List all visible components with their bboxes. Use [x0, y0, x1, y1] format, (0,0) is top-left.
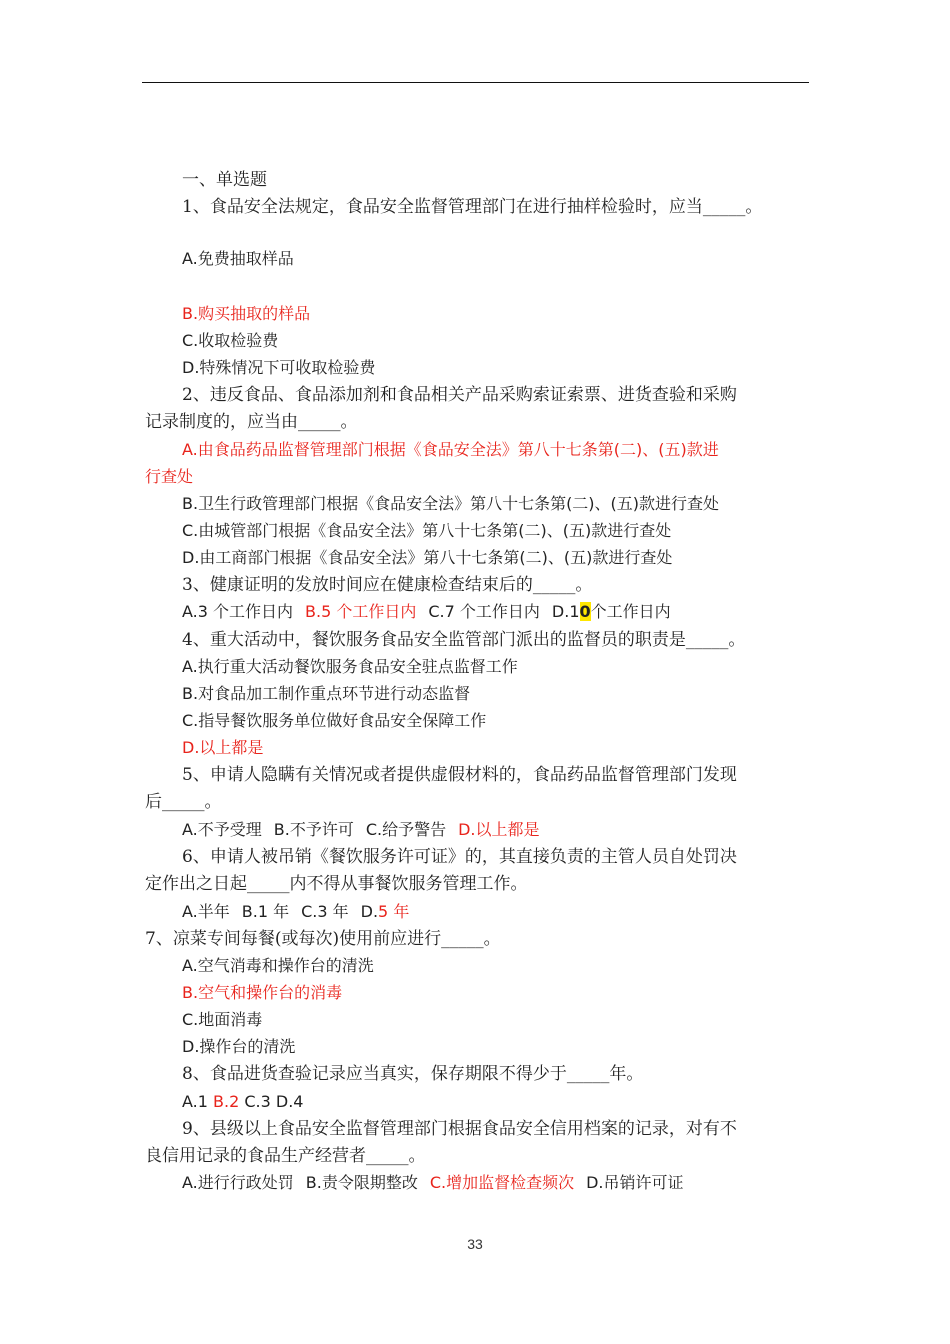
- q1-stem: 1、食品安全法规定，食品安全监督管理部门在进行抽样检验时，应当_____。: [182, 197, 763, 217]
- q3-option-c: C.7 个工作日内: [428, 602, 540, 621]
- q6-option-d-answer: 5 年: [378, 902, 410, 921]
- q4-option-c: C.指导餐饮服务单位做好食品安全保障工作: [182, 711, 487, 730]
- q3-option-d-highlight: 0: [579, 602, 591, 621]
- q5-stem-line1: 5、申请人隐瞒有关情况或者提供虚假材料的，食品药品监督管理部门发现: [182, 765, 737, 785]
- q6-stem-line2: 定作出之日起_____内不得从事餐饮服务管理工作。: [145, 874, 528, 894]
- q9-stem-line2: 良信用记录的食品生产经营者_____。: [145, 1146, 426, 1166]
- q5-stem-line2: 后_____。: [145, 792, 222, 812]
- q2-stem-line2: 记录制度的，应当由_____。: [145, 412, 358, 432]
- q3-stem: 3、健康证明的发放时间应在健康检查结束后的_____。: [182, 575, 593, 595]
- q7-option-a: A.空气消毒和操作台的清洗: [182, 956, 374, 975]
- q5-option-d-answer: D.以上都是: [458, 820, 540, 839]
- q5-option-a: A.不予受理: [182, 820, 262, 839]
- q2-option-d: D.由工商部门根据《食品安全法》第八十七条第(二)、(五)款进行查处: [182, 548, 673, 567]
- q9-option-b: B.责令限期整改: [305, 1173, 418, 1192]
- q2-option-b: B.卫生行政管理部门根据《食品安全法》第八十七条第(二)、(五)款进行查处: [182, 494, 720, 513]
- q8-option-b-answer: B.2: [213, 1092, 240, 1111]
- q3-option-d-suffix: 个工作日内: [590, 602, 671, 621]
- q3-option-a: A.3 个工作日内: [182, 602, 294, 621]
- q7-stem: 7、凉菜专间每餐(或每次)使用前应进行_____。: [145, 929, 501, 949]
- q8-option-a: A.1: [182, 1092, 208, 1111]
- q3-option-d-prefix: D.1: [551, 602, 580, 621]
- q7-option-b-answer: B.空气和操作台的消毒: [182, 983, 343, 1002]
- q3-option-b-answer: B.5 个工作日内: [305, 602, 417, 621]
- header-rule: [142, 82, 809, 83]
- q6-option-b: B.1 年: [241, 902, 290, 921]
- q6-option-c: C.3 年: [301, 902, 349, 921]
- q2-stem-line1: 2、违反食品、食品添加剂和食品相关产品采购索证索票、进货查验和采购: [182, 385, 737, 405]
- q7-option-c: C.地面消毒: [182, 1010, 263, 1029]
- q9-options: [182, 1171, 684, 1195]
- q5-options: [182, 818, 540, 842]
- q8-option-cd: C.3 D.4: [244, 1092, 304, 1111]
- q1-option-b-answer: B.购买抽取的样品: [182, 304, 311, 323]
- q6-stem-line1: 6、申请人被吊销《餐饮服务许可证》的，其直接负责的主管人员自处罚决: [182, 847, 737, 867]
- q6-options: [182, 900, 409, 924]
- q1-option-d: D.特殊情况下可收取检验费: [182, 358, 376, 377]
- q6-option-d-prefix: D.: [360, 902, 379, 921]
- q5-option-b: B.不予许可: [273, 820, 354, 839]
- q9-option-a: A.进行行政处罚: [182, 1173, 294, 1192]
- q6-option-a: A.半年: [182, 902, 230, 921]
- q8-options: [182, 1090, 303, 1114]
- q4-option-a: A.执行重大活动餐饮服务食品安全驻点监督工作: [182, 657, 518, 676]
- page-number: 33: [467, 1236, 483, 1252]
- q9-option-c-answer: C.增加监督检查频次: [429, 1173, 575, 1192]
- q5-option-c: C.给予警告: [365, 820, 447, 839]
- q4-option-b: B.对食品加工制作重点环节进行动态监督: [182, 684, 471, 703]
- q9-option-d: D.吊销许可证: [586, 1173, 684, 1192]
- q1-option-c: C.收取检验费: [182, 331, 279, 350]
- q2-option-a-answer-line1: A.由食品药品监督管理部门根据《食品安全法》第八十七条第(二)、(五)款进: [182, 440, 719, 459]
- q8-stem: 8、食品进货查验记录应当真实，保存期限不得少于_____年。: [182, 1064, 644, 1084]
- section-title: 一、单选题: [182, 170, 267, 190]
- q3-options: [182, 600, 671, 624]
- q9-stem-line1: 9、县级以上食品安全监督管理部门根据食品安全信用档案的记录，对有不: [182, 1119, 737, 1139]
- q2-option-c: C.由城管部门根据《食品安全法》第八十七条第(二)、(五)款进行查处: [182, 521, 672, 540]
- q4-option-d-answer: D.以上都是: [182, 738, 264, 757]
- q7-option-d: D.操作台的清洗: [182, 1037, 296, 1056]
- q4-stem: 4、重大活动中，餐饮服务食品安全监管部门派出的监督员的职责是_____。: [182, 630, 746, 650]
- q2-option-a-answer-line2: 行查处: [145, 467, 194, 486]
- q1-option-a: A.免费抽取样品: [182, 249, 294, 268]
